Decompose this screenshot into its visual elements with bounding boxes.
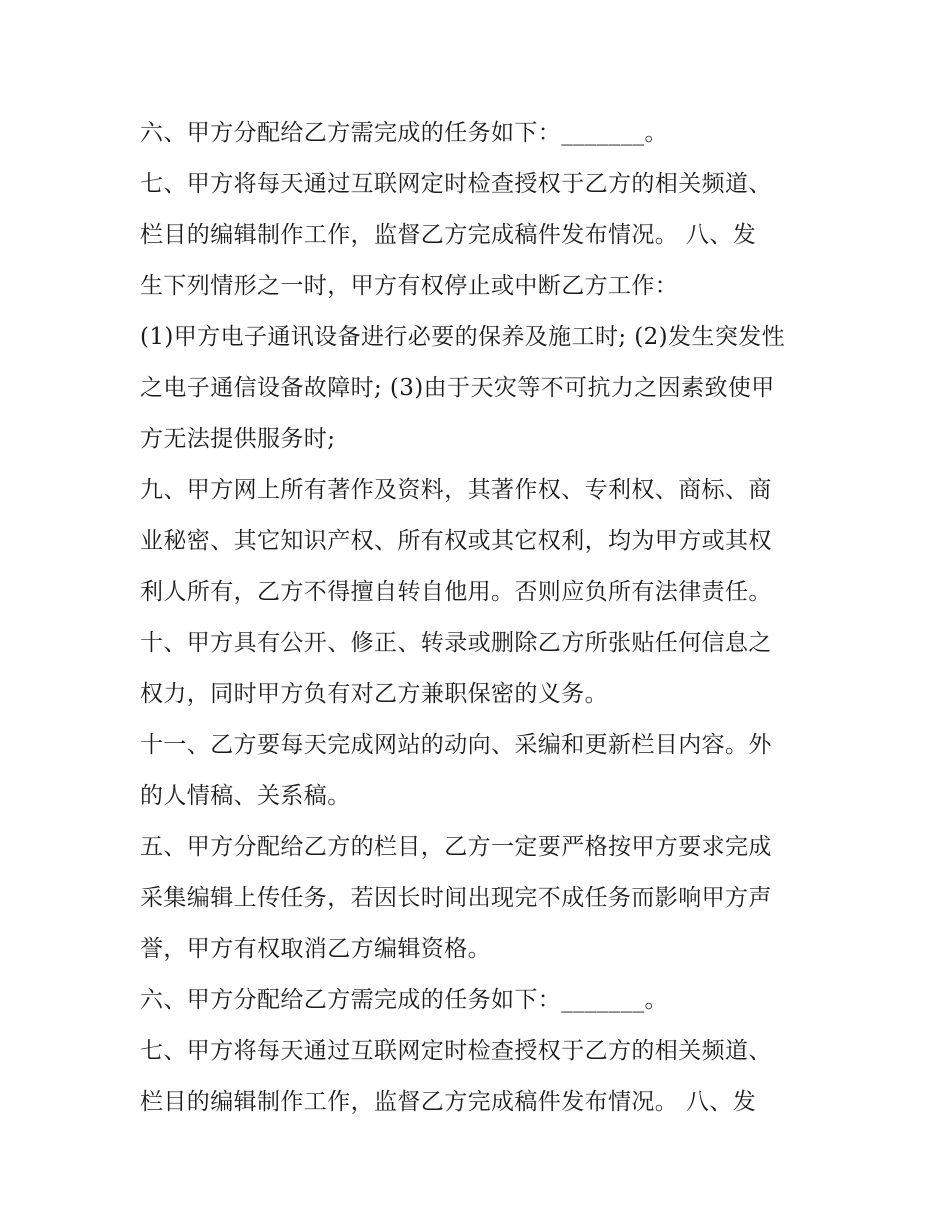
text-line: 业秘密、其它知识产权、所有权或其它权利，均为甲方或其权: [140, 528, 772, 554]
text-line: 的人情稿、关系稿。: [140, 783, 351, 809]
text-line: 方无法提供服务时;: [140, 426, 336, 452]
document-page: [140, 108, 820, 1128]
text-line: 采集编辑上传任务，若因长时间出现完不成任务而影响甲方声: [140, 885, 772, 911]
text-line: 七、甲方将每天通过互联网定时检查授权于乙方的相关频道、: [140, 1038, 772, 1064]
text-line: 六、甲方分配给乙方需完成的任务如下：_______。: [140, 120, 668, 146]
text-line: 六、甲方分配给乙方需完成的任务如下：_______。: [140, 987, 668, 1013]
text-line: (1)甲方电子通讯设备进行必要的保养及施工时; (2)发生突发性: [140, 324, 786, 350]
text-line: 誉，甲方有权取消乙方编辑资格。: [140, 936, 491, 962]
text-line: 栏目的编辑制作工作，监督乙方完成稿件发布情况。 八、发: [140, 1089, 757, 1115]
text-line: 之电子通信设备故障时; (3)由于天灾等不可抗力之因素致使甲: [140, 375, 775, 401]
text-line: 七、甲方将每天通过互联网定时检查授权于乙方的相关频道、: [140, 171, 772, 197]
text-line: 栏目的编辑制作工作，监督乙方完成稿件发布情况。 八、发: [140, 222, 757, 248]
text-line: 九、甲方网上所有著作及资料，其著作权、专利权、商标、商: [140, 477, 772, 503]
text-line: 五、甲方分配给乙方的栏目，乙方一定要严格按甲方要求完成: [140, 834, 772, 860]
text-line: 十一、乙方要每天完成网站的动向、采编和更新栏目内容。外: [140, 732, 772, 758]
text-line: 权力，同时甲方负有对乙方兼职保密的义务。: [140, 681, 608, 707]
text-line: 生下列情形之一时，甲方有权停止或中断乙方工作：: [140, 273, 679, 299]
text-line: 利人所有，乙方不得擅自转自他用。否则应负所有法律责任。: [140, 579, 772, 605]
text-line: 十、甲方具有公开、修正、转录或删除乙方所张贴任何信息之: [140, 630, 772, 656]
